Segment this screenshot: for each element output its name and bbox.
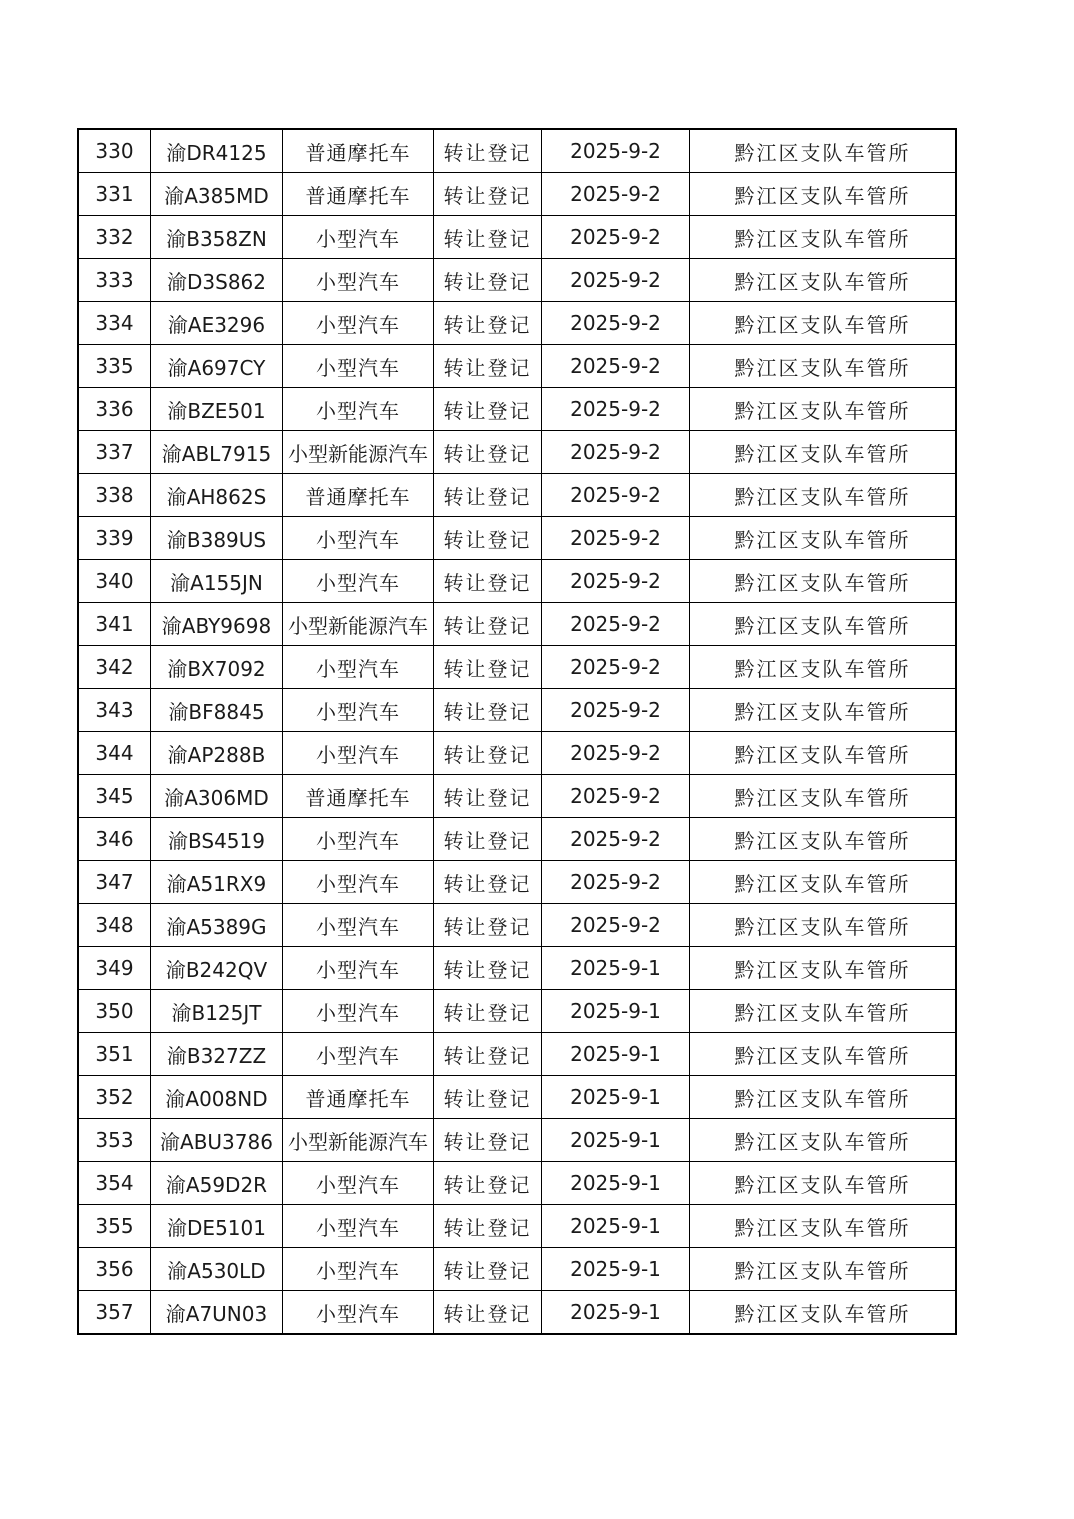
cell-office: 黔江区支队车管所 [690, 388, 957, 431]
cell-vehicle-type: 小型汽车 [283, 947, 434, 990]
cell-vehicle-type: 小型新能源汽车 [283, 431, 434, 474]
cell-business-type: 转让登记 [434, 947, 542, 990]
cell-plate-number: 渝B327ZZ [151, 1033, 283, 1076]
cell-office: 黔江区支队车管所 [690, 732, 957, 775]
cell-business-type: 转让登记 [434, 732, 542, 775]
cell-vehicle-type: 小型汽车 [283, 1033, 434, 1076]
cell-serial-number: 351 [78, 1033, 151, 1076]
cell-vehicle-type: 小型新能源汽车 [283, 603, 434, 646]
cell-business-type: 转让登记 [434, 388, 542, 431]
table-body [78, 129, 956, 1334]
cell-plate-number: 渝AE3296 [151, 302, 283, 345]
cell-vehicle-type: 普通摩托车 [283, 775, 434, 818]
cell-business-type: 转让登记 [434, 990, 542, 1033]
cell-serial-number: 335 [78, 345, 151, 388]
cell-serial-number: 341 [78, 603, 151, 646]
cell-plate-number: 渝B125JT [151, 990, 283, 1033]
cell-vehicle-type: 小型汽车 [283, 732, 434, 775]
cell-date: 2025-9-2 [542, 302, 690, 345]
cell-vehicle-type: 普通摩托车 [283, 1076, 434, 1119]
cell-plate-number: 渝BZE501 [151, 388, 283, 431]
cell-business-type: 转让登记 [434, 861, 542, 904]
table-row [78, 345, 956, 388]
cell-vehicle-type: 小型汽车 [283, 1248, 434, 1291]
cell-serial-number: 357 [78, 1291, 151, 1335]
cell-serial-number: 344 [78, 732, 151, 775]
cell-date: 2025-9-2 [542, 431, 690, 474]
cell-serial-number: 346 [78, 818, 151, 861]
cell-serial-number: 338 [78, 474, 151, 517]
cell-office: 黔江区支队车管所 [690, 818, 957, 861]
cell-plate-number: 渝A306MD [151, 775, 283, 818]
cell-office: 黔江区支队车管所 [690, 302, 957, 345]
cell-serial-number: 340 [78, 560, 151, 603]
cell-business-type: 转让登记 [434, 560, 542, 603]
cell-plate-number: 渝A385MD [151, 173, 283, 216]
cell-business-type: 转让登记 [434, 1291, 542, 1335]
cell-date: 2025-9-1 [542, 1076, 690, 1119]
cell-office: 黔江区支队车管所 [690, 646, 957, 689]
table-row [78, 431, 956, 474]
cell-office: 黔江区支队车管所 [690, 259, 957, 302]
cell-serial-number: 339 [78, 517, 151, 560]
cell-serial-number: 352 [78, 1076, 151, 1119]
cell-business-type: 转让登记 [434, 1076, 542, 1119]
cell-office: 黔江区支队车管所 [690, 560, 957, 603]
cell-business-type: 转让登记 [434, 775, 542, 818]
cell-office: 黔江区支队车管所 [690, 603, 957, 646]
vehicle-transfer-table [77, 128, 957, 1335]
cell-date: 2025-9-2 [542, 129, 690, 173]
cell-serial-number: 331 [78, 173, 151, 216]
cell-serial-number: 347 [78, 861, 151, 904]
cell-plate-number: 渝BX7092 [151, 646, 283, 689]
table-row [78, 861, 956, 904]
cell-serial-number: 334 [78, 302, 151, 345]
cell-office: 黔江区支队车管所 [690, 173, 957, 216]
cell-plate-number: 渝ABY9698 [151, 603, 283, 646]
cell-serial-number: 332 [78, 216, 151, 259]
cell-office: 黔江区支队车管所 [690, 1119, 957, 1162]
table-row [78, 259, 956, 302]
table-row [78, 1119, 956, 1162]
table-row [78, 302, 956, 345]
cell-business-type: 转让登记 [434, 603, 542, 646]
cell-office: 黔江区支队车管所 [690, 1033, 957, 1076]
cell-plate-number: 渝B389US [151, 517, 283, 560]
table-row [78, 947, 956, 990]
table-row [78, 732, 956, 775]
cell-vehicle-type: 普通摩托车 [283, 474, 434, 517]
cell-date: 2025-9-2 [542, 646, 690, 689]
cell-serial-number: 342 [78, 646, 151, 689]
cell-date: 2025-9-2 [542, 474, 690, 517]
table-row [78, 1291, 956, 1335]
table-row [78, 560, 956, 603]
cell-plate-number: 渝A51RX9 [151, 861, 283, 904]
cell-vehicle-type: 普通摩托车 [283, 173, 434, 216]
cell-date: 2025-9-2 [542, 775, 690, 818]
cell-office: 黔江区支队车管所 [690, 1291, 957, 1335]
cell-plate-number: 渝A7UN03 [151, 1291, 283, 1335]
table-row [78, 388, 956, 431]
cell-business-type: 转让登记 [434, 259, 542, 302]
cell-business-type: 转让登记 [434, 646, 542, 689]
cell-business-type: 转让登记 [434, 1033, 542, 1076]
table-row [78, 216, 956, 259]
table-row [78, 689, 956, 732]
cell-business-type: 转让登记 [434, 904, 542, 947]
cell-date: 2025-9-1 [542, 1033, 690, 1076]
cell-plate-number: 渝B242QV [151, 947, 283, 990]
cell-date: 2025-9-1 [542, 1119, 690, 1162]
table-row [78, 173, 956, 216]
cell-plate-number: 渝A697CY [151, 345, 283, 388]
cell-vehicle-type: 小型汽车 [283, 560, 434, 603]
cell-vehicle-type: 小型汽车 [283, 689, 434, 732]
cell-office: 黔江区支队车管所 [690, 990, 957, 1033]
cell-vehicle-type: 小型汽车 [283, 904, 434, 947]
cell-office: 黔江区支队车管所 [690, 345, 957, 388]
cell-serial-number: 353 [78, 1119, 151, 1162]
cell-office: 黔江区支队车管所 [690, 904, 957, 947]
cell-plate-number: 渝A155JN [151, 560, 283, 603]
cell-serial-number: 354 [78, 1162, 151, 1205]
cell-office: 黔江区支队车管所 [690, 1205, 957, 1248]
cell-plate-number: 渝AP288B [151, 732, 283, 775]
cell-plate-number: 渝BF8845 [151, 689, 283, 732]
cell-business-type: 转让登记 [434, 173, 542, 216]
table-row [78, 904, 956, 947]
table-row [78, 1162, 956, 1205]
cell-date: 2025-9-2 [542, 689, 690, 732]
cell-business-type: 转让登记 [434, 1162, 542, 1205]
cell-date: 2025-9-1 [542, 990, 690, 1033]
cell-office: 黔江区支队车管所 [690, 861, 957, 904]
cell-date: 2025-9-1 [542, 947, 690, 990]
cell-business-type: 转让登记 [434, 1248, 542, 1291]
table-row [78, 1033, 956, 1076]
cell-date: 2025-9-2 [542, 603, 690, 646]
table-row [78, 517, 956, 560]
cell-office: 黔江区支队车管所 [690, 689, 957, 732]
cell-plate-number: 渝A59D2R [151, 1162, 283, 1205]
table-row [78, 646, 956, 689]
cell-vehicle-type: 小型汽车 [283, 345, 434, 388]
cell-business-type: 转让登记 [434, 689, 542, 732]
cell-vehicle-type: 小型汽车 [283, 990, 434, 1033]
cell-business-type: 转让登记 [434, 517, 542, 560]
cell-date: 2025-9-2 [542, 732, 690, 775]
cell-serial-number: 330 [78, 129, 151, 173]
table-row [78, 990, 956, 1033]
cell-business-type: 转让登记 [434, 818, 542, 861]
cell-date: 2025-9-2 [542, 517, 690, 560]
cell-plate-number: 渝DE5101 [151, 1205, 283, 1248]
cell-serial-number: 337 [78, 431, 151, 474]
cell-office: 黔江区支队车管所 [690, 431, 957, 474]
cell-office: 黔江区支队车管所 [690, 1076, 957, 1119]
cell-serial-number: 355 [78, 1205, 151, 1248]
cell-plate-number: 渝DR4125 [151, 129, 283, 173]
cell-vehicle-type: 小型汽车 [283, 818, 434, 861]
cell-vehicle-type: 小型汽车 [283, 646, 434, 689]
cell-date: 2025-9-2 [542, 560, 690, 603]
cell-business-type: 转让登记 [434, 345, 542, 388]
cell-plate-number: 渝ABL7915 [151, 431, 283, 474]
table-row [78, 1076, 956, 1119]
cell-vehicle-type: 小型汽车 [283, 259, 434, 302]
cell-office: 黔江区支队车管所 [690, 947, 957, 990]
cell-serial-number: 350 [78, 990, 151, 1033]
cell-office: 黔江区支队车管所 [690, 216, 957, 259]
cell-plate-number: 渝A5389G [151, 904, 283, 947]
cell-business-type: 转让登记 [434, 1119, 542, 1162]
cell-vehicle-type: 普通摩托车 [283, 129, 434, 173]
cell-date: 2025-9-2 [542, 904, 690, 947]
cell-office: 黔江区支队车管所 [690, 474, 957, 517]
cell-plate-number: 渝BS4519 [151, 818, 283, 861]
cell-serial-number: 336 [78, 388, 151, 431]
cell-date: 2025-9-2 [542, 861, 690, 904]
cell-business-type: 转让登记 [434, 129, 542, 173]
cell-office: 黔江区支队车管所 [690, 775, 957, 818]
cell-office: 黔江区支队车管所 [690, 517, 957, 560]
cell-plate-number: 渝A530LD [151, 1248, 283, 1291]
cell-serial-number: 348 [78, 904, 151, 947]
cell-office: 黔江区支队车管所 [690, 129, 957, 173]
table-row [78, 775, 956, 818]
table-row [78, 474, 956, 517]
cell-plate-number: 渝AH862S [151, 474, 283, 517]
table-row [78, 1248, 956, 1291]
cell-business-type: 转让登记 [434, 302, 542, 345]
cell-date: 2025-9-2 [542, 173, 690, 216]
cell-date: 2025-9-2 [542, 259, 690, 302]
cell-office: 黔江区支队车管所 [690, 1162, 957, 1205]
cell-office: 黔江区支队车管所 [690, 1248, 957, 1291]
table-row [78, 818, 956, 861]
cell-plate-number: 渝A008ND [151, 1076, 283, 1119]
cell-date: 2025-9-1 [542, 1162, 690, 1205]
cell-plate-number: 渝ABU3786 [151, 1119, 283, 1162]
cell-serial-number: 345 [78, 775, 151, 818]
cell-business-type: 转让登记 [434, 431, 542, 474]
table-row [78, 1205, 956, 1248]
table-row [78, 129, 956, 173]
cell-plate-number: 渝B358ZN [151, 216, 283, 259]
table-row [78, 603, 956, 646]
cell-business-type: 转让登记 [434, 474, 542, 517]
cell-plate-number: 渝D3S862 [151, 259, 283, 302]
cell-vehicle-type: 小型汽车 [283, 302, 434, 345]
cell-serial-number: 333 [78, 259, 151, 302]
cell-date: 2025-9-2 [542, 216, 690, 259]
cell-serial-number: 349 [78, 947, 151, 990]
cell-vehicle-type: 小型汽车 [283, 861, 434, 904]
cell-business-type: 转让登记 [434, 1205, 542, 1248]
cell-date: 2025-9-2 [542, 345, 690, 388]
cell-date: 2025-9-2 [542, 388, 690, 431]
cell-vehicle-type: 小型汽车 [283, 1205, 434, 1248]
cell-serial-number: 343 [78, 689, 151, 732]
cell-vehicle-type: 小型汽车 [283, 517, 434, 560]
cell-vehicle-type: 小型汽车 [283, 1162, 434, 1205]
cell-date: 2025-9-2 [542, 818, 690, 861]
cell-serial-number: 356 [78, 1248, 151, 1291]
cell-vehicle-type: 小型汽车 [283, 388, 434, 431]
cell-date: 2025-9-1 [542, 1248, 690, 1291]
cell-vehicle-type: 小型汽车 [283, 1291, 434, 1335]
cell-date: 2025-9-1 [542, 1291, 690, 1335]
cell-date: 2025-9-1 [542, 1205, 690, 1248]
cell-business-type: 转让登记 [434, 216, 542, 259]
cell-vehicle-type: 小型新能源汽车 [283, 1119, 434, 1162]
cell-vehicle-type: 小型汽车 [283, 216, 434, 259]
